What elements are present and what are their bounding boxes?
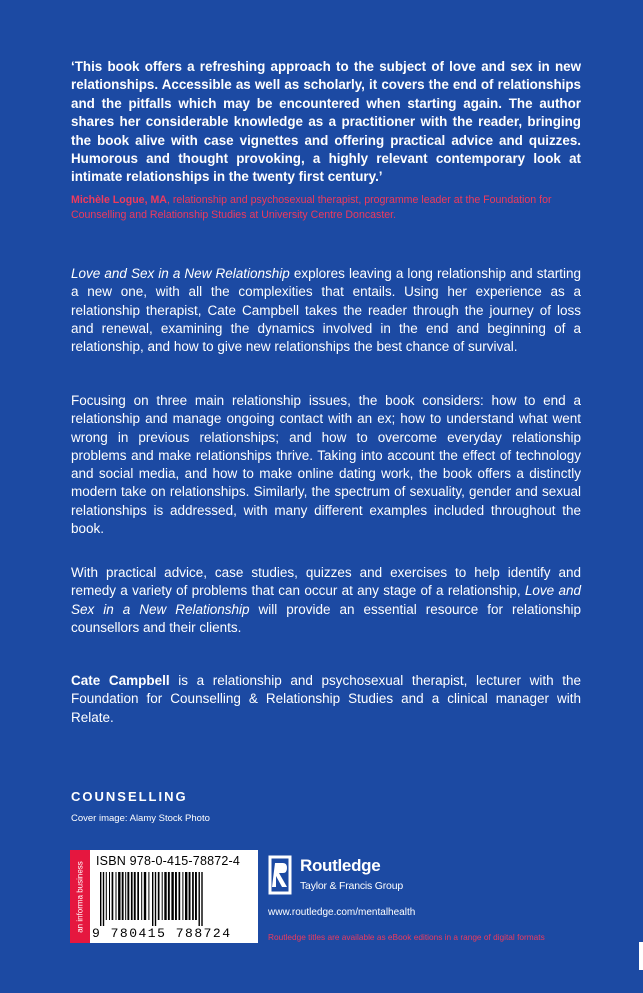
description-text: With practical advice, case studies, quizzes and exercises to help identify and remedy a variety of problems that can occur at any stage of a relationship, xyxy=(71,565,581,599)
book-title: Love and Sex in a New Relationship xyxy=(71,583,581,617)
description-text: will provide an essential resource for relationship counsellors and their clients. xyxy=(71,601,581,635)
barcode-bar xyxy=(116,872,117,920)
barcode-bar xyxy=(185,872,187,920)
author-bio-text: is a relationship and psychosexual therapist, lecturer with the Foundation for Counselling & Relationship Studies and a clinical manager with Relate. xyxy=(71,673,582,725)
author-bio xyxy=(71,672,581,727)
barcode-bar xyxy=(106,872,107,920)
publisher-group: Taylor & Francis Group xyxy=(300,880,403,892)
barcode-bar xyxy=(195,872,197,920)
description-text: explores leaving a long relationship and starting a new one, with all the complexities that entails. Using her experience as a relationship therapist, Cate Campbell takes the reader through the journey of loss and renewal, examining the dynamics involved in the end and beginning of a relationship, and how to give new relationships the best chance of survival. xyxy=(71,266,581,355)
book-title: Love and Sex in a New Relationship xyxy=(71,266,290,281)
endorsement-attribution xyxy=(71,193,591,223)
barcode-bar xyxy=(164,872,166,920)
barcode-bar xyxy=(109,872,110,920)
endorsement-quote: ‘This book offers a refreshing approach to the subject of love and sex in new relationships. Accessible as well as scholarly, it covers the end of relationships and the pitfalls which may be encountered when starting again. The author shares her considerable knowledge as a practitioner with the reader, bringing the book alive with case vignettes and offering practical advice and quizzes. Humorous and thought provoking, a highly relevant contemporary look at intimate relationships in the twenty first century.’ xyxy=(71,59,581,185)
informa-strip xyxy=(70,850,90,943)
barcode-bar xyxy=(144,872,146,920)
barcode-bar xyxy=(182,872,183,920)
barcode-bar xyxy=(189,872,191,920)
barcode-bar xyxy=(122,872,124,920)
barcode-bar xyxy=(100,872,101,926)
endorser-name: Michèle Logue, MA xyxy=(71,194,167,206)
isbn-label: ISBN 978-0-415-78872-4 xyxy=(96,854,241,868)
barcode-bar xyxy=(148,872,149,920)
description-paragraph-3 xyxy=(71,564,581,637)
barcode-bar xyxy=(179,872,181,920)
barcode-bar xyxy=(168,872,170,920)
barcode-bar xyxy=(192,872,194,920)
informa-label: an informa business xyxy=(75,860,85,933)
barcode-bar xyxy=(175,872,177,920)
barcode-bar xyxy=(201,872,202,926)
barcode-bar xyxy=(134,872,136,920)
category-label: COUNSELLING xyxy=(71,789,188,804)
barcode-bar xyxy=(118,872,120,920)
barcode-bar xyxy=(137,872,139,920)
barcode-bar xyxy=(155,872,156,926)
barcode-bar xyxy=(152,872,153,926)
barcode-bar xyxy=(127,872,129,920)
barcode-digits: 9 780415 788724 xyxy=(92,926,232,941)
barcode-bar xyxy=(112,872,114,920)
barcode-bar xyxy=(103,872,104,926)
barcode-bar xyxy=(171,872,173,920)
endorser-role: , relationship and psychosexual therapist, programme leader at the Foundation for Counselling and Relationship Studies at University Centre Doncaster. xyxy=(71,194,552,221)
barcode-bar xyxy=(131,872,133,920)
description-paragraph-2: Focusing on three main relationship issues, the book considers: how to end a relationship and manage ongoing contact with an ex; how to understand what went wrong in previous relationships; and how to overcome everyday relationship problems and make relationships thrive. Taking into account the effect of technology and social media, and how to make online dating work, the book offers a distinctly modern take on relationships. Similarly, the spectrum of sexuality, gender and sexual relationships is addressed, with many different examples included throughout the book. xyxy=(71,393,581,537)
barcode-bar xyxy=(199,872,200,926)
barcode-bar xyxy=(162,872,163,920)
barcode xyxy=(96,872,252,926)
ebook-note: Routledge titles are available as eBook editions in a range of digital formats xyxy=(268,932,545,942)
routledge-logo-icon xyxy=(268,855,294,895)
author-name: Cate Campbell xyxy=(71,673,170,688)
barcode-bar xyxy=(158,872,160,920)
barcode-bar xyxy=(141,872,142,920)
barcode-bar xyxy=(125,872,126,920)
barcode-box xyxy=(90,850,258,943)
publisher-name: Routledge xyxy=(300,856,381,875)
cover-image-credit: Cover image: Alamy Stock Photo xyxy=(71,813,210,824)
publisher-website[interactable]: www.routledge.com/mentalhealth xyxy=(268,907,416,918)
edge-mark xyxy=(639,942,643,970)
description-paragraph-1 xyxy=(71,265,581,356)
